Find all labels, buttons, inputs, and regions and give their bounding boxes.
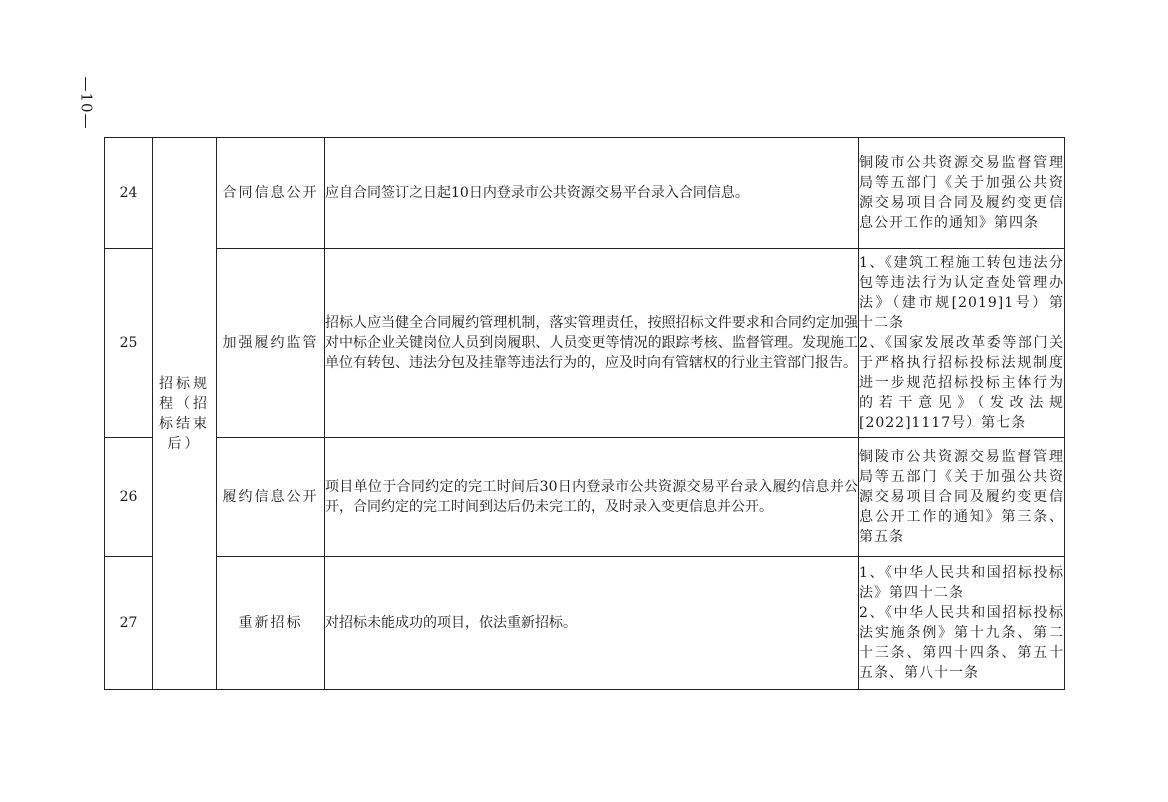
basis-line: 1、《中华人民共和国招标投标法》第四十二条 <box>859 565 1064 601</box>
item-name: 合同信息公开 <box>217 138 325 249</box>
table-row <box>105 557 1065 690</box>
legal-basis <box>859 138 1065 249</box>
basis-line: 铜陵市公共资源交易监督管理局等五部门《关于加强公共资源交易项目合同及履约变更信息公开工作的通知》第四条 <box>859 155 1064 231</box>
item-name: 重新招标 <box>217 557 325 690</box>
page-number <box>70 78 104 128</box>
item-content: 应自合同签订之日起10日内登录市公共资源交易平台录入合同信息。 <box>325 138 859 249</box>
item-content: 对招标未能成功的项目，依法重新招标。 <box>325 557 859 690</box>
item-name: 履约信息公开 <box>217 438 325 557</box>
table-row <box>105 249 1065 438</box>
item-content: 招标人应当健全合同履约管理机制，落实管理责任，按照招标文件要求和合同约定加强对中标企业关键岗位人员到岗履职、人员变更等情况的跟踪考核、监督管理。发现施工单位有转包、违法分包及挂靠等违法行为的，应及时向有管辖权的行业主管部门报告。 <box>325 249 859 438</box>
page-number-text: —10— <box>78 76 96 130</box>
regulation-table <box>104 137 1065 690</box>
table-row <box>105 138 1065 249</box>
legal-basis <box>859 557 1065 690</box>
basis-line: 铜陵市公共资源交易监督管理局等五部门《关于加强公共资源交易项目合同及履约变更信息公开工作的通知》第三条、第五条 <box>859 449 1064 545</box>
basis-line: 2、《中华人民共和国招标投标法实施条例》第十九条、第二十三条、第四十四条、第五十五条、第八十一条 <box>859 605 1064 681</box>
row-number: 25 <box>105 249 153 438</box>
legal-basis <box>859 438 1065 557</box>
category-cell: 招标规程（招标结束后） <box>153 138 217 690</box>
item-content: 项目单位于合同约定的完工时间后30日内登录市公共资源交易平台录入履约信息并公开，合同约定的完工时间到达后仍未完工的，及时录入变更信息并公开。 <box>325 438 859 557</box>
basis-line: 1、《建筑工程施工转包违法分包等违法行为认定查处管理办法》（建市规[2019]1号）第十二条 <box>859 255 1064 331</box>
row-number: 26 <box>105 438 153 557</box>
row-number: 24 <box>105 138 153 249</box>
row-number: 27 <box>105 557 153 690</box>
legal-basis <box>859 249 1065 438</box>
basis-line: 2、《国家发展改革委等部门关于严格执行招标投标法规制度进一步规范招标投标主体行为的若干意见》（发改法规[2022]1117号）第七条 <box>859 335 1064 431</box>
table-row <box>105 438 1065 557</box>
item-name: 加强履约监管 <box>217 249 325 438</box>
